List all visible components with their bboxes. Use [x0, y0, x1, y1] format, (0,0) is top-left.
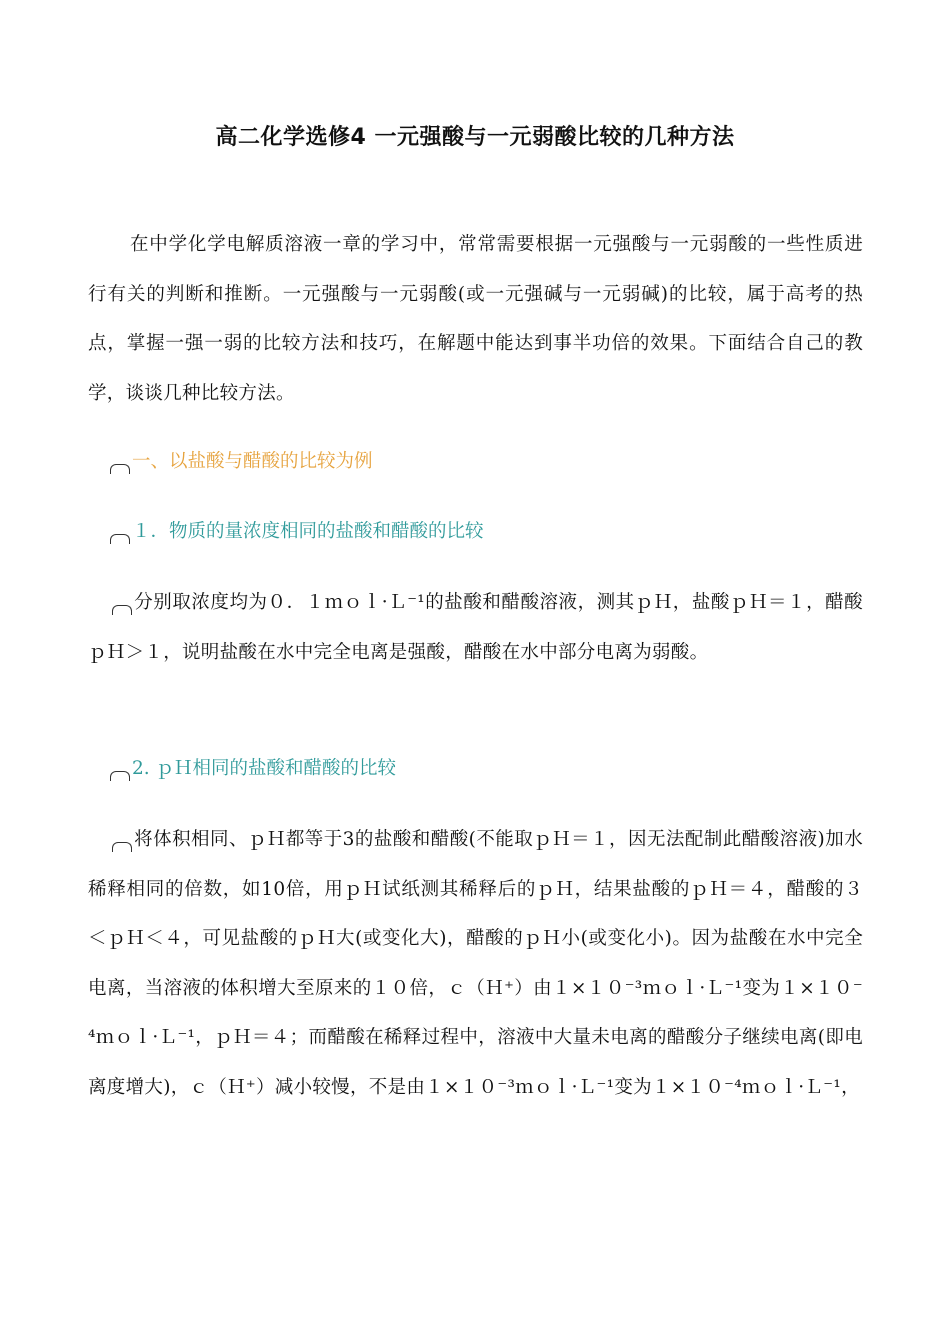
subsection-heading-2-text: 2. ｐＨ相同的盐酸和醋酸的比较: [132, 758, 397, 779]
page-title: 高二化学选修4 一元强酸与一元弱酸比较的几种方法: [215, 125, 735, 150]
paragraph-2: [88, 815, 863, 1112]
paragraph-2-text: 将体积相同、ｐＨ都等于3的盐酸和醋酸(不能取ｐＨ＝１，因无法配制此醋酸溶液)加水稀释相同的倍数，如10倍，用ｐＨ试纸测其稀释后的ｐＨ，结果盐酸的ｐＨ＝４，醋酸的３＜ｐＨ＜４，可见盐酸的ｐＨ大(或变化大)，醋酸的ｐＨ小(或变化小)。因为盐酸在水中完全电离，当溶液的体积增大至原来的１０倍，ｃ（Ｈ⁺）由１×１０⁻³ｍｏｌ·Ｌ⁻¹变为１×１０⁻⁴ｍｏｌ·Ｌ⁻¹，ｐＨ＝４；而醋酸在稀释过程中，溶液中大量未电离的醋酸分子继续电离(即电离度增大)，ｃ（Ｈ⁺）减小较慢，不是由１×１０⁻³ｍｏｌ·Ｌ⁻¹变为１×１０⁻⁴ｍｏｌ·Ｌ⁻¹，: [88, 829, 863, 1098]
paragraph-mark-icon: [112, 842, 132, 852]
subsection-heading-1-text: １．物质的量浓度相同的盐酸和醋酸的比较: [132, 521, 484, 542]
paragraph-1-text: 分别取浓度均为０．１ｍｏｌ·Ｌ⁻¹的盐酸和醋酸溶液，测其ｐＨ，盐酸ｐＨ＝１，醋酸ｐＨ＞１，说明盐酸在水中完全电离是强酸，醋酸在水中部分电离为弱酸。: [88, 592, 863, 663]
subsection-heading-1: [110, 520, 484, 544]
intro-paragraph: 在中学化学电解质溶液一章的学习中，常常需要根据一元强酸与一元弱酸的一些性质进行有关的判断和推断。一元强酸与一元弱酸(或一元强碱与一元弱碱)的比较，属于高考的热点，掌握一强一弱的比较方法和技巧，在解题中能达到事半功倍的效果。下面结合自己的教学，谈谈几种比较方法。: [88, 234, 863, 404]
section-heading-1: [110, 450, 373, 474]
paragraph-1: [88, 578, 863, 677]
paragraph-mark-icon: [112, 605, 132, 615]
subsection-heading-2: [110, 757, 396, 781]
paragraph-mark-icon: [110, 771, 130, 781]
paragraph-mark-icon: [110, 464, 130, 474]
paragraph-mark-icon: [110, 534, 130, 544]
section-heading-1-text: 一、以盐酸与醋酸的比较为例: [132, 451, 373, 472]
